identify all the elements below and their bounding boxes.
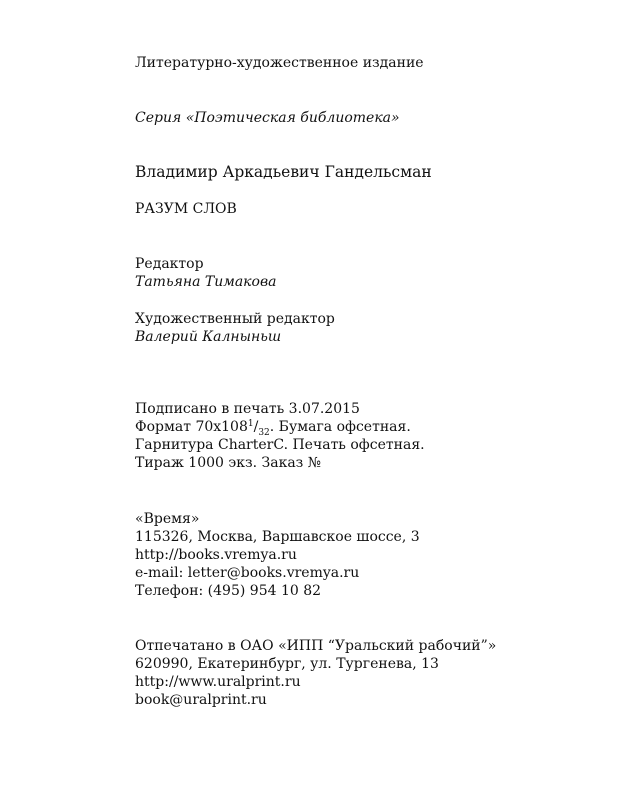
print-run-line: Тираж 1000 экз. Заказ № <box>135 455 322 471</box>
printer-name: Отпечатано в ОАО «ИПП “Уральский рабочий”» <box>135 638 497 654</box>
format-line <box>135 418 411 436</box>
author-name: Владимир Аркадьевич Гандельсман <box>135 163 432 181</box>
printer-address: 620990, Екатеринбург, ул. Тургенева, 13 <box>135 656 439 672</box>
book-title: РАЗУМ СЛОВ <box>135 201 237 217</box>
printer-email: book@uralprint.ru <box>135 692 267 708</box>
editor-name: Татьяна Тимакова <box>135 274 277 290</box>
format-sup: 1 <box>247 419 254 429</box>
editor-label: Редактор <box>135 256 204 272</box>
format-sub: 32 <box>258 428 270 438</box>
printer-url: http://www.uralprint.ru <box>135 674 301 690</box>
format-suffix: . Бумага офсетная. <box>269 419 411 435</box>
art-editor-label: Художественный редактор <box>135 311 335 327</box>
format-slash: / <box>253 419 259 435</box>
publisher-name: «Время» <box>135 511 200 527</box>
series-line: Серия «Поэтическая библиотека» <box>135 110 400 126</box>
publisher-phone: Телефон: (495) 954 10 82 <box>135 583 322 599</box>
publisher-email: e-mail: letter@books.vremya.ru <box>135 565 360 581</box>
art-editor-name: Валерий Калныньш <box>135 329 282 345</box>
typeface-line: Гарнитура CharterC. Печать офсетная. <box>135 437 425 453</box>
signed-to-print: Подписано в печать 3.07.2015 <box>135 401 360 417</box>
format-prefix: Формат 70х108 <box>135 419 248 435</box>
publication-type: Литературно-художественное издание <box>135 55 424 71</box>
publisher-url: http://books.vremya.ru <box>135 547 297 563</box>
publisher-address: 115326, Москва, Варшавское шоссе, 3 <box>135 529 420 545</box>
